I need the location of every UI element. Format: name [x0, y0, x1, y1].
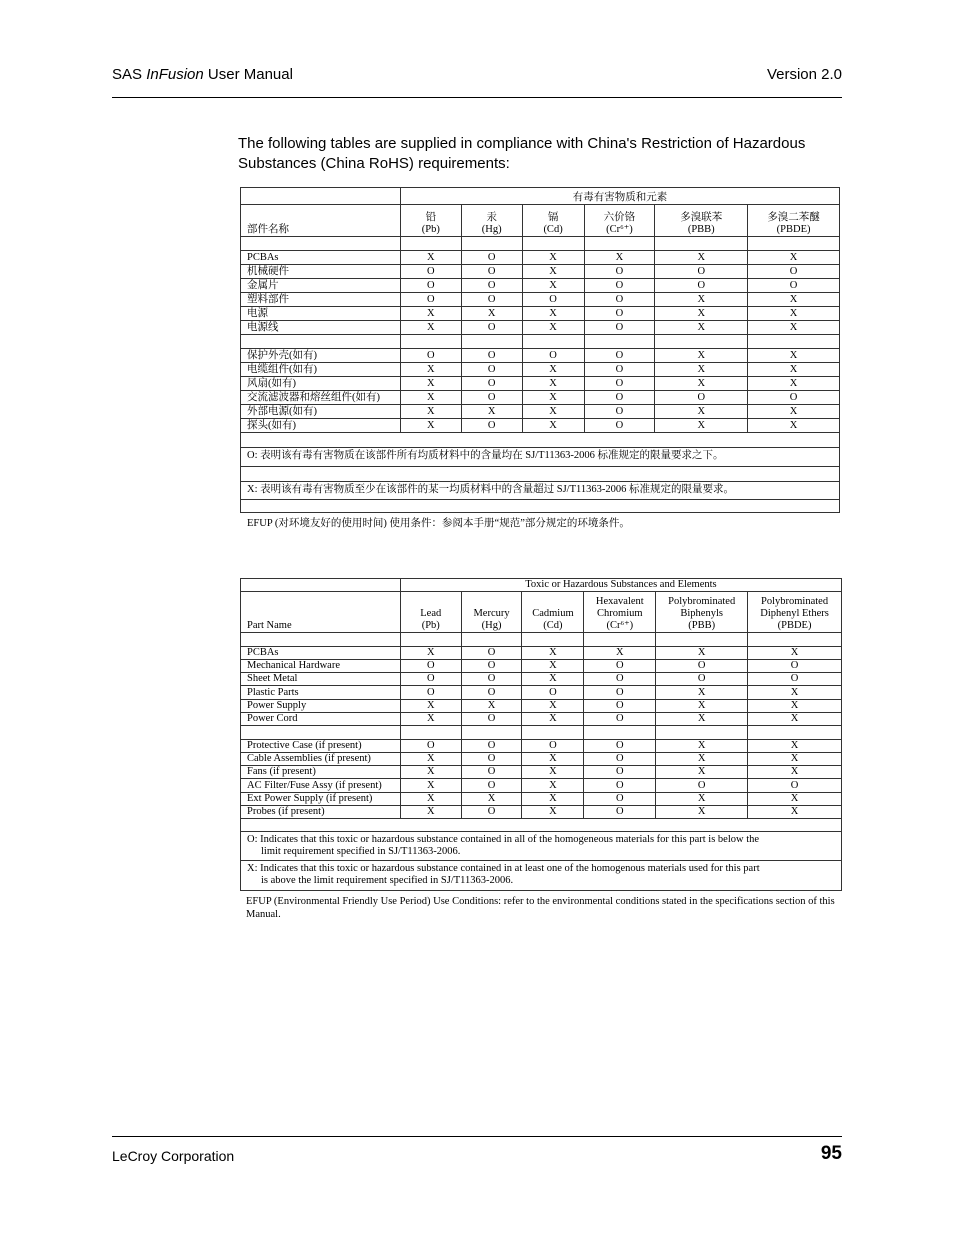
table-row — [241, 306, 840, 320]
rows-group-a — [241, 236, 840, 334]
substance-value-cell: X — [584, 646, 656, 659]
substance-value-cell: O — [748, 779, 842, 792]
substance-value-cell: O — [584, 264, 655, 278]
note-x: X: Indicates that this toxic or hazardous substance contained in at least one of the homogenous materials used for this part is above the limit requirement specified in SJ/T11363-2006. — [241, 861, 842, 891]
substance-value-cell: X — [655, 376, 748, 390]
substance-value-cell: X — [656, 712, 748, 725]
part-name-cell: PCBAs — [241, 646, 401, 659]
substance-value-cell: O — [461, 712, 522, 725]
table-row — [241, 699, 842, 712]
substance-value-cell: X — [655, 419, 748, 433]
substance-value-cell: X — [748, 646, 842, 659]
substance-value-cell: X — [748, 419, 840, 433]
substance-value-cell: O — [400, 348, 461, 362]
substance-value-cell: O — [461, 766, 522, 779]
substance-value-cell: O — [400, 264, 461, 278]
substance-value-cell: X — [461, 699, 522, 712]
part-name-cell: 塑料部件 — [241, 292, 401, 306]
part-name-cell: 风扇(如有) — [241, 376, 401, 390]
substance-value-cell: O — [461, 739, 522, 752]
substance-value-cell: X — [656, 739, 748, 752]
substance-value-cell: X — [400, 320, 461, 334]
substance-value-cell: X — [655, 348, 748, 362]
substance-value-cell: X — [656, 806, 748, 819]
substance-value-cell: O — [461, 362, 522, 376]
substance-value-cell: O — [748, 659, 842, 672]
substance-value-cell: X — [461, 792, 522, 805]
substance-value-cell: O — [461, 673, 522, 686]
substance-value-cell: X — [748, 686, 842, 699]
rohs-table-english — [240, 578, 842, 891]
column-header: Lead (Pb) — [400, 592, 461, 633]
substance-value-cell: O — [584, 278, 655, 292]
substance-value-cell: O — [584, 404, 655, 418]
substance-value-cell: O — [584, 419, 655, 433]
table-row — [241, 806, 842, 819]
substance-value-cell: X — [400, 404, 461, 418]
substance-value-cell: O — [656, 659, 748, 672]
spacer-row — [241, 633, 842, 646]
table-row — [241, 419, 840, 433]
table-row — [241, 792, 842, 805]
substance-value-cell: X — [748, 712, 842, 725]
part-name-cell: 保护外壳(如有) — [241, 348, 401, 362]
substance-value-cell: X — [400, 419, 461, 433]
substance-value-cell: X — [584, 250, 655, 264]
substance-value-cell: O — [461, 250, 522, 264]
substance-value-cell: X — [400, 766, 461, 779]
part-name-cell: 探头(如有) — [241, 419, 401, 433]
column-header: Polybrominated Diphenyl Ethers (PBDE) — [748, 592, 842, 633]
substance-value-cell: X — [522, 806, 584, 819]
table-row — [241, 779, 842, 792]
substance-value-cell: X — [522, 419, 584, 433]
part-name-cell: 电源线 — [241, 320, 401, 334]
substance-value-cell: X — [748, 362, 840, 376]
intro-paragraph: The following tables are supplied in compliance with China's Restriction of Hazardous Substances (China RoHS) requirements: — [238, 135, 806, 172]
substance-value-cell: O — [400, 292, 461, 306]
substance-value-cell: O — [584, 766, 656, 779]
spacer-row — [241, 819, 842, 831]
company-name: LeCroy Corporation — [112, 1148, 235, 1164]
substance-value-cell: X — [400, 306, 461, 320]
part-name-cell: 外部电源(如有) — [241, 404, 401, 418]
empty-corner — [241, 579, 401, 592]
part-name-header: 部件名称 — [241, 205, 401, 236]
substance-value-cell: X — [400, 362, 461, 376]
substance-value-cell: O — [748, 264, 840, 278]
spacer-row — [241, 433, 840, 448]
substance-value-cell: X — [522, 673, 584, 686]
title-suffix: User Manual — [203, 66, 293, 83]
table-row — [241, 250, 840, 264]
substance-value-cell: O — [655, 264, 748, 278]
spacer-row — [241, 466, 840, 481]
part-name-cell: 电缆组件(如有) — [241, 362, 401, 376]
substance-value-cell: X — [522, 646, 584, 659]
column-header: Polybrominated Biphenyls (PBB) — [656, 592, 748, 633]
substance-value-cell: X — [655, 250, 748, 264]
spacer-row — [241, 726, 842, 739]
page-number: 95 — [820, 1143, 842, 1164]
substance-value-cell: O — [400, 278, 461, 292]
part-name-cell: PCBAs — [241, 250, 401, 264]
part-name-cell: Sheet Metal — [241, 673, 401, 686]
substance-value-cell: X — [522, 362, 584, 376]
substance-value-cell: X — [522, 320, 584, 334]
substance-value-cell: O — [584, 376, 655, 390]
header-divider — [112, 97, 842, 98]
column-header: 多溴二苯醚 (PBDE) — [748, 205, 840, 236]
rows-group-a — [241, 633, 842, 726]
substance-value-cell: O — [400, 673, 461, 686]
note-o: O: 表明该有毒有害物质在该部件所有均质材料中的含量均在 SJ/T11363-2006 标准规定的限量要求之下。 — [241, 448, 840, 466]
substance-value-cell: X — [656, 792, 748, 805]
table-row — [241, 320, 840, 334]
column-header: Mercury (Hg) — [461, 592, 522, 633]
column-header: 六价铬 (Cr⁶⁺) — [584, 205, 655, 236]
table-row — [241, 292, 840, 306]
substance-value-cell: O — [584, 673, 656, 686]
part-name-cell: Protective Case (if present) — [241, 739, 401, 752]
substance-value-cell: O — [461, 376, 522, 390]
substance-value-cell: O — [461, 779, 522, 792]
table-row — [241, 646, 842, 659]
substance-value-cell: O — [461, 320, 522, 334]
substance-value-cell: X — [655, 362, 748, 376]
substance-value-cell: O — [584, 686, 656, 699]
substance-value-cell: O — [584, 712, 656, 725]
substance-value-cell: X — [400, 752, 461, 765]
table-row — [241, 712, 842, 725]
substance-value-cell: O — [584, 779, 656, 792]
substance-value-cell: O — [655, 390, 748, 404]
substance-value-cell: X — [461, 306, 522, 320]
substance-value-cell: X — [522, 792, 584, 805]
substance-value-cell: X — [400, 712, 461, 725]
efup-note-english: EFUP (Environmental Friendly Use Period) Use Conditions: refer to the environmental conditions stated in the specifications section of this Manual. — [246, 896, 835, 920]
substance-value-cell: X — [748, 792, 842, 805]
table-row — [241, 390, 840, 404]
substance-value-cell: X — [748, 348, 840, 362]
substance-value-cell: X — [522, 278, 584, 292]
substance-value-cell: O — [522, 739, 584, 752]
substance-value-cell: X — [400, 250, 461, 264]
substance-value-cell: O — [748, 390, 840, 404]
part-name-cell: 交流滤波器和熔丝组件(如有) — [241, 390, 401, 404]
empty-corner — [241, 188, 401, 205]
substance-value-cell: X — [748, 376, 840, 390]
substance-value-cell: X — [400, 779, 461, 792]
manual-title — [112, 66, 293, 83]
substance-value-cell: X — [522, 404, 584, 418]
substance-value-cell: X — [655, 320, 748, 334]
table-row — [241, 739, 842, 752]
table-row — [241, 348, 840, 362]
substance-value-cell: X — [522, 752, 584, 765]
substance-value-cell: O — [400, 739, 461, 752]
substance-value-cell: X — [748, 320, 840, 334]
substance-value-cell: O — [461, 752, 522, 765]
substance-value-cell: O — [584, 752, 656, 765]
column-header: 多溴联苯 (PBB) — [655, 205, 748, 236]
substance-value-cell: X — [400, 699, 461, 712]
substance-value-cell: X — [656, 752, 748, 765]
table-row — [241, 673, 842, 686]
substance-value-cell: O — [748, 278, 840, 292]
substance-value-cell: X — [656, 766, 748, 779]
substance-value-cell: X — [522, 779, 584, 792]
substance-value-cell: X — [748, 699, 842, 712]
substance-value-cell: X — [522, 376, 584, 390]
part-name-cell: Plastic Parts — [241, 686, 401, 699]
substance-value-cell: O — [584, 806, 656, 819]
substance-value-cell: O — [461, 348, 522, 362]
substance-value-cell: O — [461, 264, 522, 278]
substance-value-cell: O — [461, 292, 522, 306]
substance-value-cell: O — [461, 278, 522, 292]
substance-value-cell: O — [461, 646, 522, 659]
note-x: X: 表明该有毒有害物质至少在该部件的某一均质材料中的含量超过 SJ/T11363-2006 标准规定的限量要求。 — [241, 481, 840, 499]
column-header: Cadmium (Cd) — [522, 592, 584, 633]
part-name-cell: 电源 — [241, 306, 401, 320]
substance-value-cell: O — [522, 348, 584, 362]
substance-value-cell: X — [748, 739, 842, 752]
column-header: Hexavalent Chromium (Cr⁶⁺) — [584, 592, 656, 633]
substance-value-cell: O — [584, 320, 655, 334]
table-row — [241, 659, 842, 672]
part-name-cell: Ext Power Supply (if present) — [241, 792, 401, 805]
substance-value-cell: O — [656, 779, 748, 792]
table-row — [241, 686, 842, 699]
substance-value-cell: O — [400, 659, 461, 672]
part-name-cell: Probes (if present) — [241, 806, 401, 819]
title-prefix: SAS — [112, 66, 147, 83]
substance-value-cell: O — [461, 686, 522, 699]
efup-note-chinese: EFUP (对环境友好的使用时间) 使用条件：参阅本手册“规范”部分规定的环境条件。 — [247, 518, 630, 529]
substance-value-cell: O — [655, 278, 748, 292]
substance-value-cell: X — [748, 752, 842, 765]
version-label: Version 2.0 — [766, 66, 842, 83]
column-header: 铅 (Pb) — [400, 205, 461, 236]
substance-value-cell: X — [748, 306, 840, 320]
substance-value-cell: X — [655, 292, 748, 306]
substance-value-cell: O — [461, 390, 522, 404]
substance-value-cell: X — [522, 712, 584, 725]
footer-divider — [112, 1136, 842, 1137]
substance-value-cell: O — [584, 390, 655, 404]
substance-value-cell: O — [522, 292, 584, 306]
part-name-cell: Cable Assemblies (if present) — [241, 752, 401, 765]
substance-value-cell: O — [584, 348, 655, 362]
table-row — [241, 362, 840, 376]
rows-group-b — [241, 334, 840, 432]
substance-value-cell: X — [400, 646, 461, 659]
column-header: 汞 (Hg) — [461, 205, 522, 236]
table-row — [241, 376, 840, 390]
substance-value-cell: O — [522, 686, 584, 699]
substance-value-cell: O — [584, 739, 656, 752]
substance-value-cell: O — [461, 419, 522, 433]
substance-value-cell: X — [461, 404, 522, 418]
substance-value-cell: O — [584, 292, 655, 306]
substance-value-cell: O — [584, 659, 656, 672]
substance-value-cell: X — [656, 646, 748, 659]
part-name-cell: 机械硬件 — [241, 264, 401, 278]
part-name-cell: 金属片 — [241, 278, 401, 292]
table-row — [241, 752, 842, 765]
substance-value-cell: O — [656, 673, 748, 686]
substance-value-cell: O — [584, 792, 656, 805]
substance-value-cell: X — [656, 686, 748, 699]
substance-value-cell: O — [748, 673, 842, 686]
substance-value-cell: X — [400, 806, 461, 819]
substance-value-cell: X — [748, 404, 840, 418]
substance-value-cell: X — [522, 306, 584, 320]
column-header: 镉 (Cd) — [522, 205, 584, 236]
substance-value-cell: O — [461, 659, 522, 672]
substance-value-cell: X — [655, 404, 748, 418]
part-name-header: Part Name — [241, 592, 401, 633]
note-o: O: Indicates that this toxic or hazardous substance contained in all of the homogeneous materials for this part is below the limit requirement specified in SJ/T11363-2006. — [241, 831, 842, 861]
substance-value-cell: X — [656, 699, 748, 712]
spacer-row — [241, 334, 840, 348]
table-row — [241, 264, 840, 278]
table-row — [241, 404, 840, 418]
part-name-cell: AC Filter/Fuse Assy (if present) — [241, 779, 401, 792]
substance-value-cell: X — [522, 659, 584, 672]
substance-value-cell: O — [400, 686, 461, 699]
substance-value-cell: X — [400, 792, 461, 805]
substance-value-cell: X — [400, 390, 461, 404]
title-italic: InFusion — [146, 66, 204, 83]
substance-value-cell: X — [748, 292, 840, 306]
substance-value-cell: X — [522, 250, 584, 264]
part-name-cell: Mechanical Hardware — [241, 659, 401, 672]
rohs-table-chinese — [240, 187, 840, 513]
part-name-cell: Power Cord — [241, 712, 401, 725]
part-name-cell: Power Supply — [241, 699, 401, 712]
substance-value-cell: X — [400, 376, 461, 390]
substance-value-cell: X — [522, 766, 584, 779]
substance-value-cell: X — [522, 390, 584, 404]
substance-value-cell: X — [522, 699, 584, 712]
substance-value-cell: X — [748, 250, 840, 264]
table-row — [241, 766, 842, 779]
substance-value-cell: O — [584, 306, 655, 320]
substance-value-cell: O — [584, 362, 655, 376]
substance-value-cell: X — [655, 306, 748, 320]
group-header: Toxic or Hazardous Substances and Elements — [400, 579, 841, 592]
spacer-row — [241, 236, 840, 250]
table-row — [241, 278, 840, 292]
substance-value-cell: X — [522, 264, 584, 278]
substance-value-cell: O — [584, 699, 656, 712]
substance-value-cell: X — [748, 766, 842, 779]
substance-value-cell: O — [461, 806, 522, 819]
spacer-row — [241, 500, 840, 513]
substance-value-cell: X — [748, 806, 842, 819]
part-name-cell: Fans (if present) — [241, 766, 401, 779]
group-header: 有毒有害物质和元素 — [400, 188, 839, 205]
rows-group-b — [241, 726, 842, 819]
